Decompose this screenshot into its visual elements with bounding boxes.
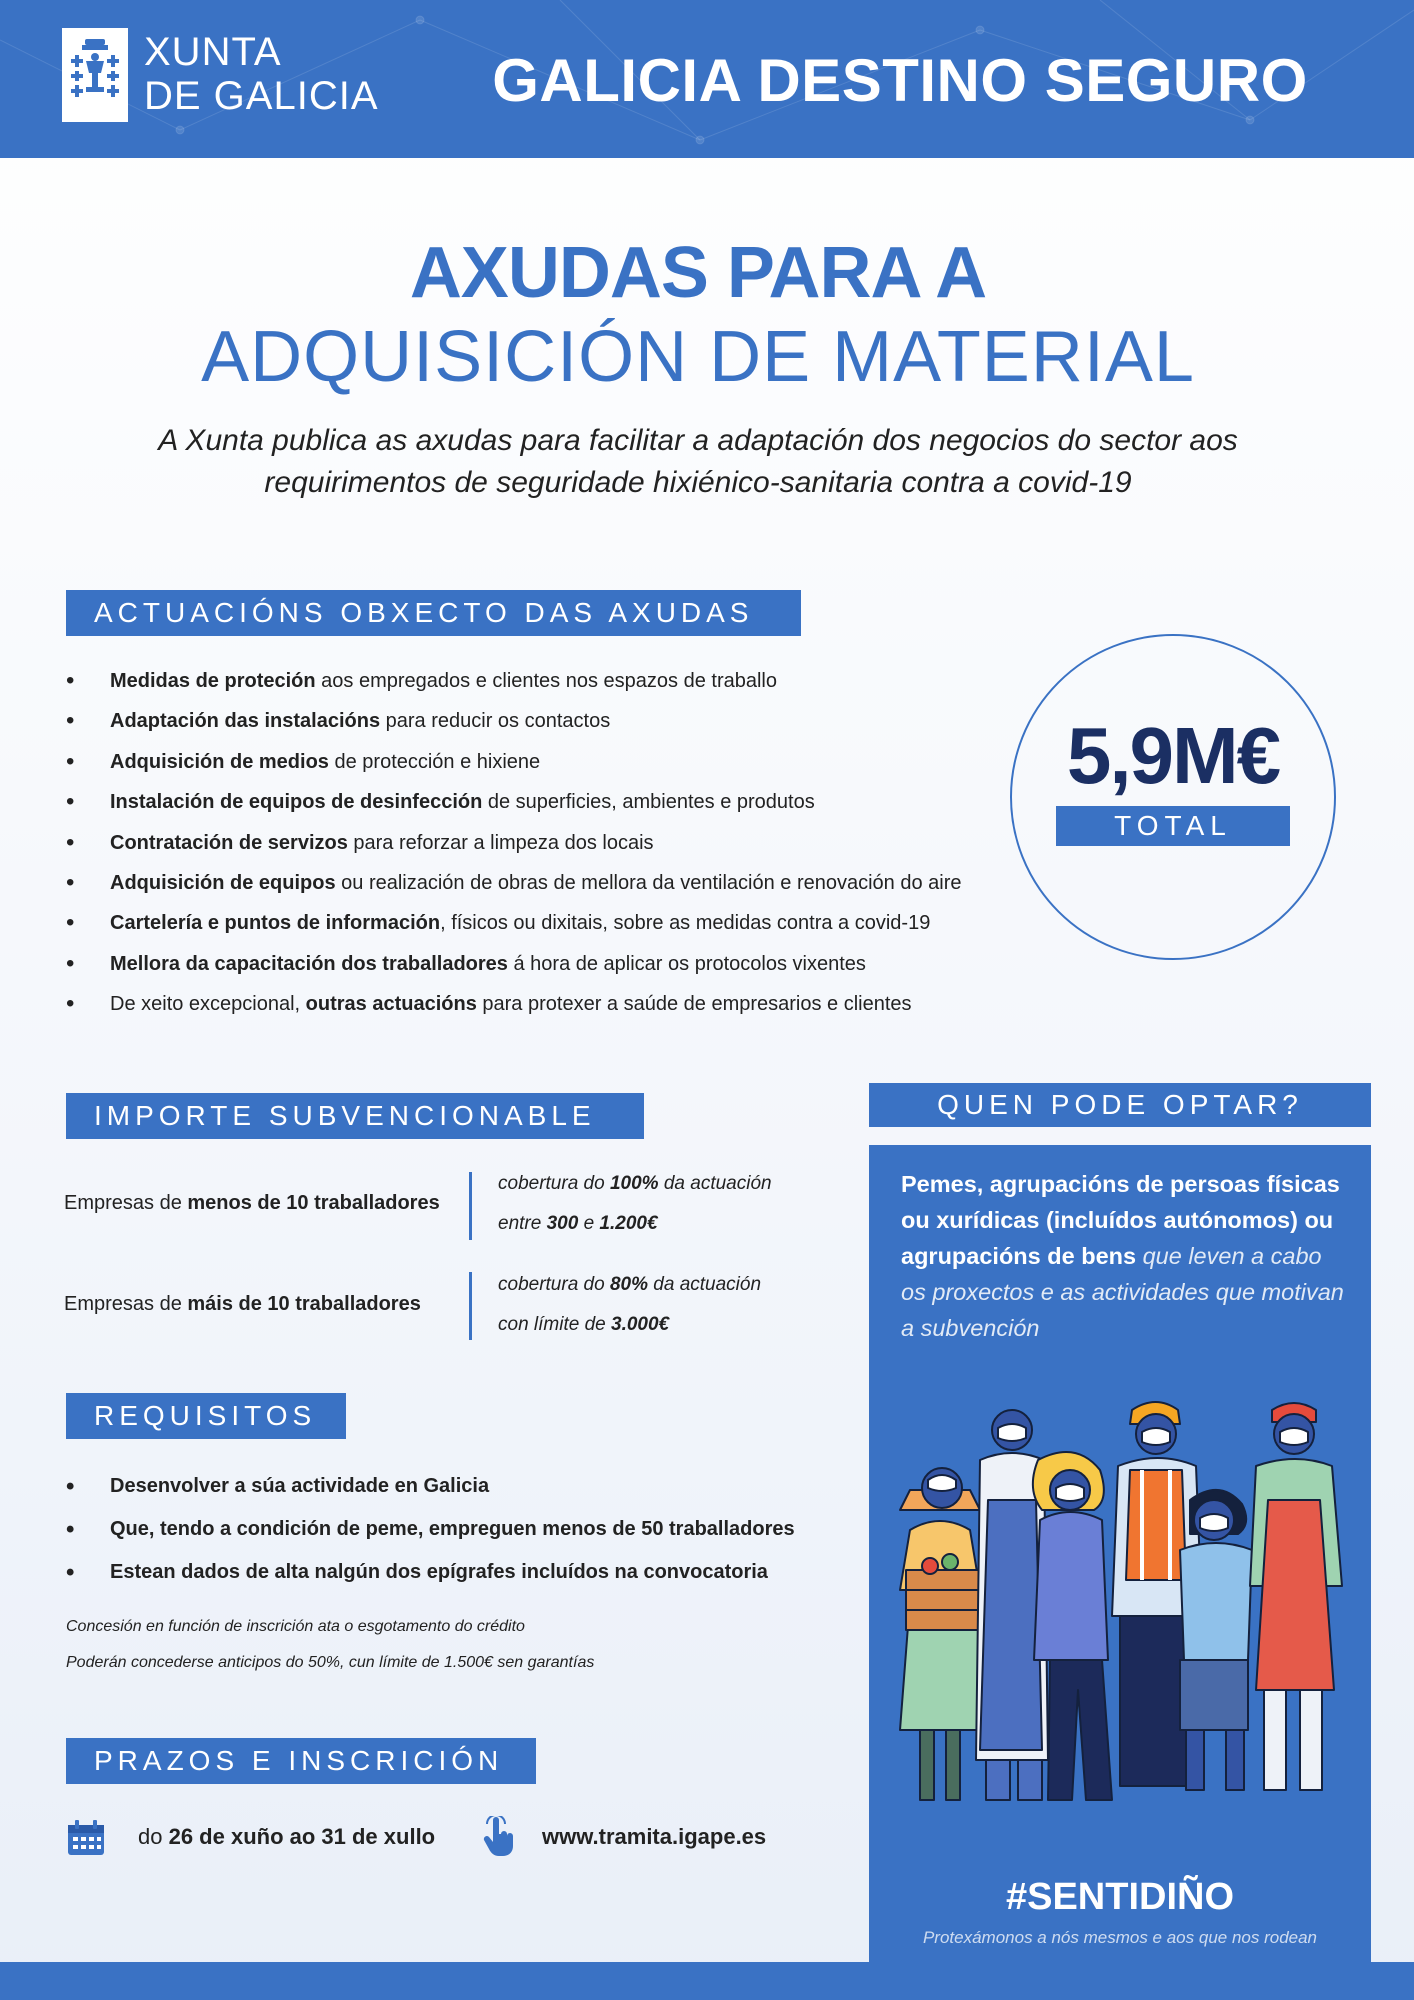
importe-row-2-limit-pre: con límite de [498, 1314, 611, 1335]
actuacion-item [66, 701, 1026, 741]
page-title-line-1: AXUDAS PARA A [409, 233, 987, 313]
logo-line-2: DE GALICIA [144, 74, 379, 118]
importe-row-1-label-bold: menos de 10 traballadores [187, 1192, 440, 1214]
actuacion-item-title: Medidas de proteción [110, 670, 316, 692]
eligibility-text [901, 1166, 1351, 1346]
importe-row-1-divider [469, 1172, 472, 1240]
intro-line-2: requirimentos de seguridade hixiénico-sanitaria contra a covid-19 [264, 466, 1132, 499]
footer-strip [0, 1962, 1414, 2000]
actuacion-item-title: Adquisición de medios [110, 750, 329, 773]
actuacion-item-pre: De xeito excepcional, [110, 993, 306, 1016]
campaign-title: GALICIA DESTINO SEGURO [492, 47, 1308, 114]
importe-heading: IMPORTE SUBVENCIONABLE [66, 1093, 644, 1139]
workers-illustration [880, 1370, 1360, 1830]
xunta-logo-text [144, 30, 379, 118]
xunta-logo [62, 28, 128, 122]
actuacion-item-desc: aos empregados e clientes nos espazos de traballo [315, 670, 777, 692]
advance-note: Poderán concederse anticipos do 50%, cun límite de 1.500€ sen garantías [66, 1654, 595, 1671]
concession-note: Concesión en función de inscrición ata o esgotamento do crédito [66, 1618, 525, 1635]
prazos-dates-pre: do [138, 1824, 169, 1849]
importe-row-1-detail-pre: cobertura do [498, 1173, 610, 1194]
actuacion-item-title: Instalación de equipos de desinfección [110, 791, 483, 814]
intro-line-1: A Xunta publica as axudas para facilitar a adaptación dos negocios do sector aos [158, 424, 1238, 457]
actuacion-item-desc: para protexer a saúde de empresarios e clientes [476, 993, 912, 1016]
importe-row-1-min: 300 [546, 1213, 579, 1234]
requisito-item: • Estean dados de alta nalgún dos epígrafes incluídos na convocatoria [66, 1551, 846, 1594]
eligibility-text-bold: Pemes, agrupacións de persoas físicas ou xurídicas (incluídos autónomos) ou agrupacións de bens [901, 1171, 1340, 1269]
actuacion-item-title: outras actuacións [305, 993, 477, 1016]
importe-row-2-label-pre: Empresas de [64, 1293, 188, 1315]
actuacion-item [66, 742, 1026, 782]
importe-row-1-max: 1.200€ [599, 1213, 658, 1234]
header-banner [0, 0, 1414, 158]
importe-row-1-label [64, 1192, 440, 1215]
prazos-dates [138, 1824, 435, 1850]
actuacion-item [66, 984, 1026, 1024]
requisito-item: • Desenvolver a súa actividade en Galicia [66, 1465, 846, 1508]
tramita-url-link[interactable]: www.tramita.igape.es [542, 1824, 767, 1849]
importe-row-1-percent: 100% [609, 1173, 659, 1194]
actuacion-item-desc: , físicos ou dixitais, sobre as medidas contra a covid-19 [440, 912, 931, 935]
importe-row-1-range-pre: entre [498, 1213, 547, 1234]
prazos-dates-range: 26 de xuño ao 31 de xullo [168, 1824, 436, 1849]
quen-pode-optar-heading: QUEN PODE OPTAR? [869, 1083, 1371, 1127]
actuacion-item [66, 782, 1026, 822]
logo-line-1: XUNTA [144, 30, 282, 74]
slogan: Protexámonos a nós mesmos e aos que nos rodean [922, 1928, 1318, 1947]
importe-row-2-percent: 80% [609, 1274, 648, 1295]
actuacion-item-title: Contratación de servizos [110, 831, 348, 854]
actuacion-item [66, 944, 1026, 984]
eligibility-text-italic: que leven a cabo os proxectos e as actividades que motivan a subvención [901, 1243, 1344, 1341]
requisitos-list [66, 1465, 846, 1594]
actuacions-heading: ACTUACIÓNS OBXECTO DAS AXUDAS [66, 590, 801, 636]
actuacion-item [66, 903, 1026, 943]
actuacion-item-title: Mellora da capacitación dos traballadores [110, 952, 508, 975]
total-label: TOTAL [1056, 806, 1290, 846]
requisitos-heading: REQUISITOS [66, 1393, 346, 1439]
actuacion-item-title: Cartelería e puntos de información [110, 912, 441, 935]
importe-row-1-range-mid: e [578, 1213, 600, 1234]
importe-row-1-detail [498, 1164, 772, 1244]
actuacion-item [66, 661, 1026, 701]
hashtag-sentidino: #SENTIDIÑO [1005, 1876, 1235, 1918]
intro-text [120, 420, 1276, 504]
importe-row-2-label-bold: máis de 10 traballadores [187, 1293, 421, 1315]
calendar-icon [66, 1819, 106, 1857]
actuacion-item-desc: para reducir os contactos [380, 710, 611, 733]
importe-row-2-label [64, 1293, 421, 1316]
requisito-item: • Que, tendo a condición de peme, empreguen menos de 50 traballadores [66, 1508, 846, 1551]
pointer-hand-icon [482, 1816, 516, 1858]
actuacions-list [66, 661, 1026, 1025]
actuacion-item-desc: á hora de aplicar os protocolos vixentes [507, 952, 866, 975]
importe-row-2-limit: 3.000€ [611, 1314, 670, 1335]
actuacion-item [66, 823, 1026, 863]
page-title-line-2: ADQUISICIÓN DE MATERIAL [201, 317, 1195, 397]
actuacion-item-desc: de superficies, ambientes e produtos [482, 791, 815, 814]
prazos-heading: PRAZOS E INSCRICIÓN [66, 1738, 536, 1784]
actuacion-item-desc: de protección e hixiene [328, 750, 541, 773]
actuacion-item-desc: para reforzar a limpeza dos locais [347, 831, 654, 854]
importe-row-2-detail-post: da actuación [648, 1274, 762, 1295]
total-amount: 5,9M€ [1066, 711, 1280, 800]
actuacion-item [66, 863, 1026, 903]
importe-row-1-detail-post: da actuación [658, 1173, 772, 1194]
xunta-coat-of-arms-icon [70, 35, 120, 115]
importe-row-2-divider [469, 1272, 472, 1340]
importe-row-2-detail [498, 1265, 761, 1345]
importe-row-2-detail-pre: cobertura do [498, 1274, 610, 1295]
actuacion-item-desc: ou realización de obras de mellora da ventilación e renovación do aire [335, 872, 962, 895]
actuacion-item-title: Adquisición de equipos [110, 872, 336, 895]
importe-row-1-label-pre: Empresas de [64, 1192, 188, 1214]
actuacion-item-title: Adaptación das instalacións [110, 710, 381, 733]
